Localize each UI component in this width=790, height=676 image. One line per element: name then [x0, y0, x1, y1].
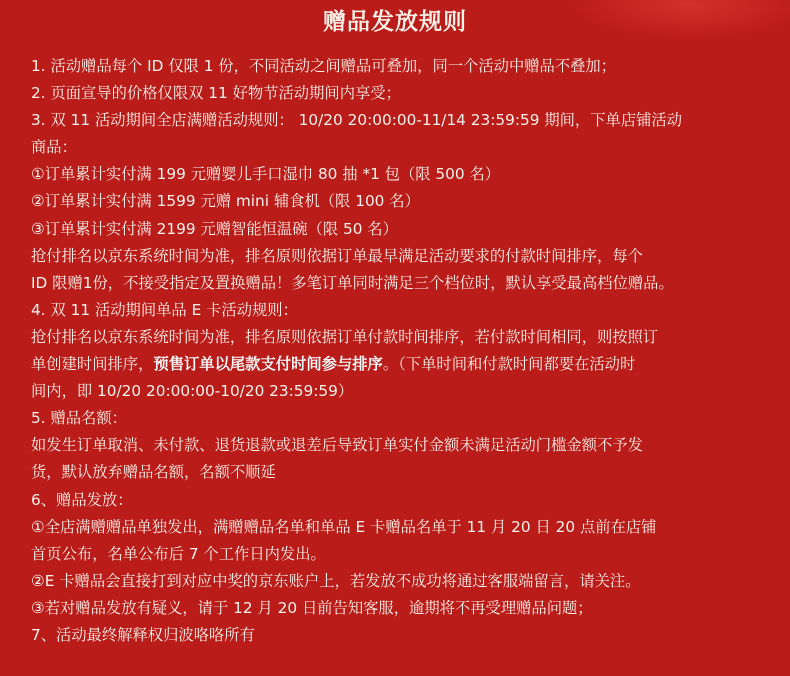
rule-line-16: 货，默认放弃赠品名额，名额不顺延: [31, 463, 276, 482]
rule-line-12: [31, 351, 771, 378]
rule-line-3: 3. 双 11 活动期间全店满赠活动规则： 10/20 20:00:00-11/14 23:59:59 期间，下单店铺活动: [31, 111, 683, 130]
rule-line-17: 6、赠品发放：: [31, 490, 133, 509]
rule-line-19: 首页公布，名单公布后 7 个工作日内发出。: [31, 544, 326, 563]
rule-line-2: 2. 页面宣导的价格仅限双 11 好物节活动期间内享受；: [31, 84, 401, 103]
rule-line-20: ②E 卡赠品会直接打到对应中奖的京东账户上，若发放不成功将通过客服端留言，请关注。: [31, 571, 641, 590]
rule-line-11: 抢付排名以京东系统时间为准，排名原则依据订单付款时间排序，若付款时间相同，则按照订: [31, 327, 659, 346]
rule-line-9: ID 限赠1份，不接受指定及置换赠品！多笔订单同时满足三个档位时，默认享受最高档位赠品。: [31, 273, 674, 292]
rule-line-7: ③订单累计实付满 2199 元赠智能恒温碗（限 50 名）: [31, 219, 398, 238]
rule-line-1: 1. 活动赠品每个 ID 仅限 1 份，不同活动之间赠品可叠加，同一个活动中赠品不叠加；: [31, 57, 617, 75]
rule-line-18: ①全店满赠赠品单独发出，满赠赠品名单和单品 E 卡赠品名单于 11 月 20 日 20 点前在店铺: [31, 517, 657, 536]
rule-line-6: ②订单累计实付满 1599 元赠 mini 辅食机（限 100 名）: [31, 192, 420, 211]
page-title: 赠品发放规则: [323, 9, 467, 35]
rule-line-22: 7、活动最终解释权归波咯咯所有: [31, 625, 255, 644]
rule-line-21: ③若对赠品发放有疑义，请于 12 月 20 日前告知客服，逾期将不再受理赠品问题；: [31, 598, 593, 617]
rule-line-14: 5. 赠品名额：: [31, 409, 127, 428]
rule-line-13: 间内，即 10/20 20:00:00-10/20 23:59:59）: [31, 382, 354, 401]
rule-line-12-before: 单创建时间排序，: [31, 355, 154, 374]
rule-line-12-after: 。（下单时间和付款时间都要在活动时: [382, 355, 636, 374]
rule-line-10: 4. 双 11 活动期间单品 E 卡活动规则：: [31, 300, 298, 319]
rule-line-4: 商品：: [31, 138, 77, 157]
rule-line-5: ①订单累计实付满 199 元赠婴儿手口湿巾 80 抽 *1 包（限 500 名）: [31, 165, 501, 184]
rule-line-15: 如发生订单取消、未付款、退货退款或退差后导致订单实付金额未满足活动门槛金额不予发: [31, 436, 643, 455]
rule-line-8: 抢付排名以京东系统时间为准，排名原则依据订单最早满足活动要求的付款时间排序，每个: [31, 246, 643, 265]
rules-body: [31, 53, 771, 649]
presale-emphasis: 预售订单以尾款支付时间参与排序: [153, 355, 383, 374]
